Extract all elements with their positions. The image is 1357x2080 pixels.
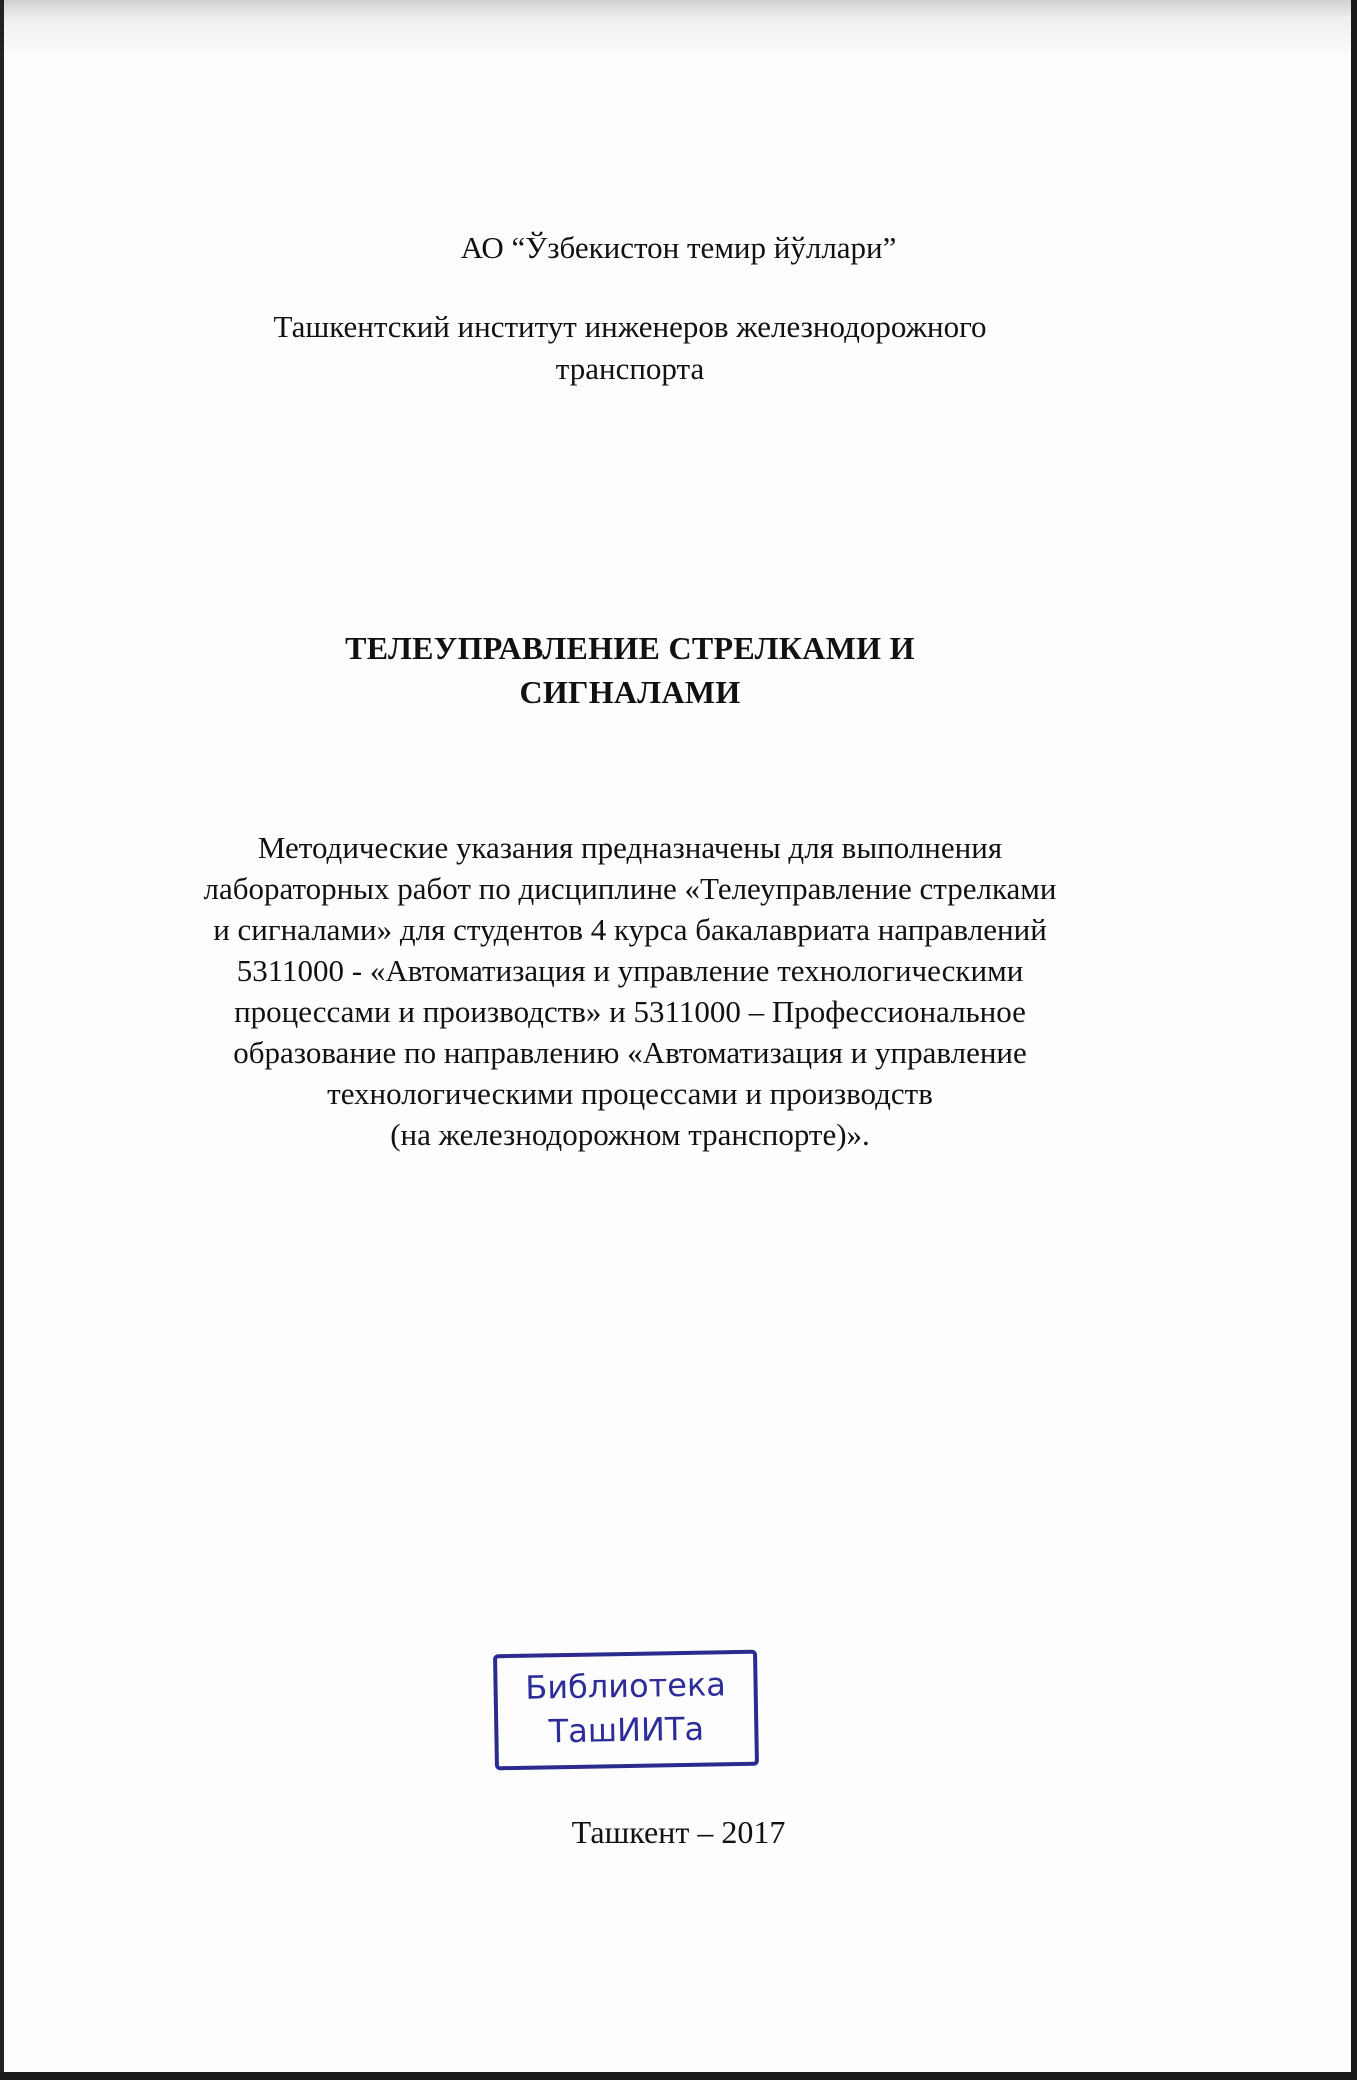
description-line: 5311000 - «Автоматизация и управление технологическими — [236, 953, 1024, 988]
scan-edge-top — [0, 0, 1357, 60]
document-title-line2: СИГНАЛАМИ — [519, 674, 741, 710]
library-stamp — [493, 1650, 759, 1771]
description-line: (на железнодорожном транспорте)». — [390, 1117, 870, 1152]
description-line: технологическими процессами и производств — [327, 1076, 933, 1111]
library-stamp-line2: ТашИИТа — [548, 1709, 705, 1751]
description-line: Методические указания предназначены для выполнения — [257, 830, 1003, 865]
institute-name: Ташкентский институт инженеров железнодорожного транспорта — [273, 309, 987, 386]
scan-edge-left — [0, 0, 4, 2080]
description-line: процессами и производств» и 5311000 – Профессиональное — [234, 994, 1026, 1029]
description-line: и сигналами» для студентов 4 курса бакалавриата направлений — [213, 912, 1047, 947]
library-stamp-line1: Библиотека — [524, 1665, 727, 1707]
description-paragraph — [130, 827, 1130, 1155]
scan-edge-bottom — [0, 2072, 1357, 2080]
document-title-line1: ТЕЛЕУПРАВЛЕНИЕ СТРЕЛКАМИ И — [345, 630, 915, 666]
scan-edge-right — [1351, 0, 1357, 2080]
description-line: образование по направлению «Автоматизация и управление — [233, 1035, 1027, 1070]
organization-name: АО “Ўзбекистон темир йўллари” — [460, 230, 897, 265]
place-and-year: Ташкент – 2017 — [571, 1814, 786, 1850]
document-title — [300, 626, 960, 714]
description-line: лабораторных работ по дисциплине «Телеуправление стрелками — [203, 871, 1057, 906]
